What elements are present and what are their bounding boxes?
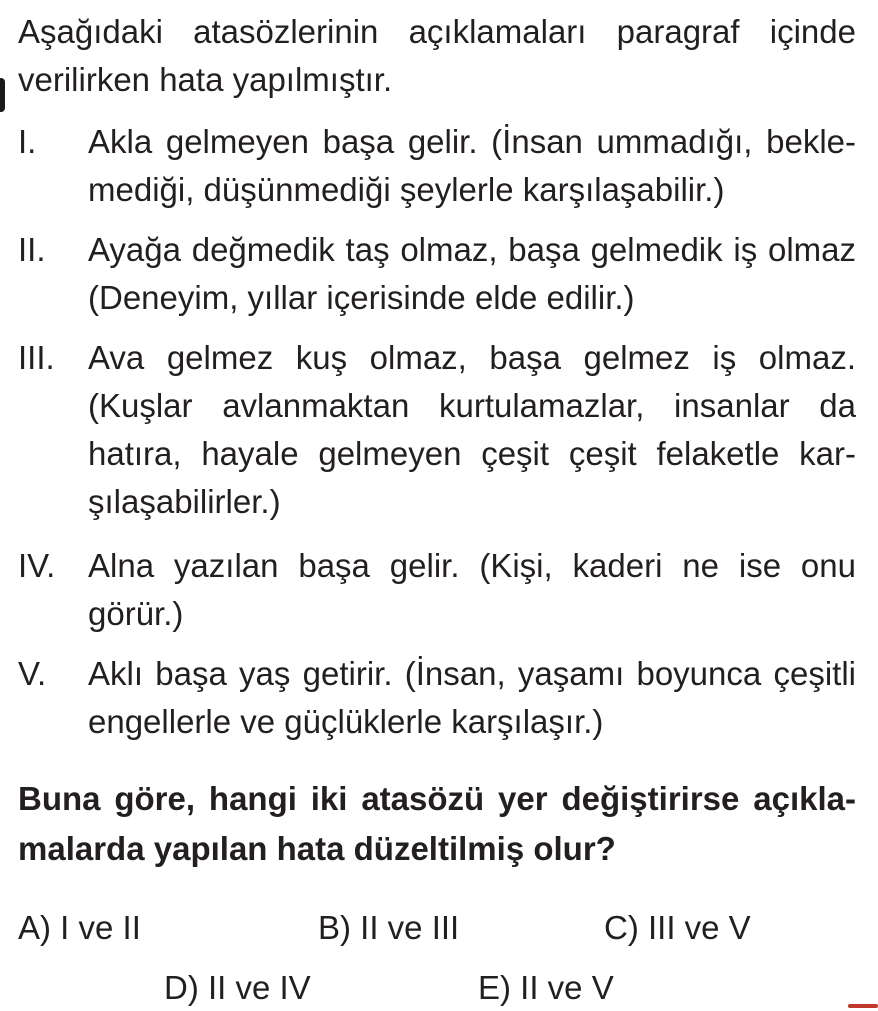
statement-text: Akla gelmeyen başa gelir. (İnsan ummadığı, beklemediği, düşünmediği şeylerle karşılaşabilir.): [88, 123, 856, 208]
option-e[interactable]: E) II ve V: [478, 969, 614, 1006]
statement-text: Alna yazılan başa gelir. (Kişi, kaderi ne ise onu görür.): [88, 547, 856, 632]
option-b[interactable]: B) II ve III: [318, 909, 460, 946]
statement-text: Ayağa değmedik taş olmaz, başa gelmedik iş olmaz (Deneyim, yıllar içerisinde elde edilir.): [88, 231, 856, 316]
option-d[interactable]: D) II ve IV: [164, 969, 311, 1006]
statement-text: Aklı başa yaş getirir. (İnsan, yaşamı boyunca çeşitli engellerle ve güçlüklerle karşılaşır.): [88, 655, 856, 740]
option-c[interactable]: C) III ve V: [604, 909, 751, 946]
margin-mark: [0, 78, 5, 112]
statement-numeral: II.: [18, 231, 46, 268]
question-stem: Buna göre, hangi iki atasözü yer değiştirirse açıklamalarda yapılan hata düzeltilmiş olur?: [18, 780, 856, 867]
statement-numeral: IV.: [18, 547, 56, 584]
statement-numeral: I.: [18, 123, 37, 160]
corner-mark: [848, 1004, 878, 1008]
option-a[interactable]: A) I ve II: [18, 909, 141, 946]
statement-numeral: V.: [18, 655, 47, 692]
statement-numeral: III.: [18, 339, 55, 376]
statement-text: Ava gelmez kuş olmaz, başa gelmez iş olmaz. (Kuşlar avlanmaktan kurtulamazlar, insanlar da hatıra, hayale gelmeyen çeşit çeşit felaketle karşılaşabilirler.): [88, 339, 856, 520]
question-intro: Aşağıdaki atasözlerinin açıklamaları paragraf içinde verilirken hata yapılmıştır.: [18, 13, 856, 98]
